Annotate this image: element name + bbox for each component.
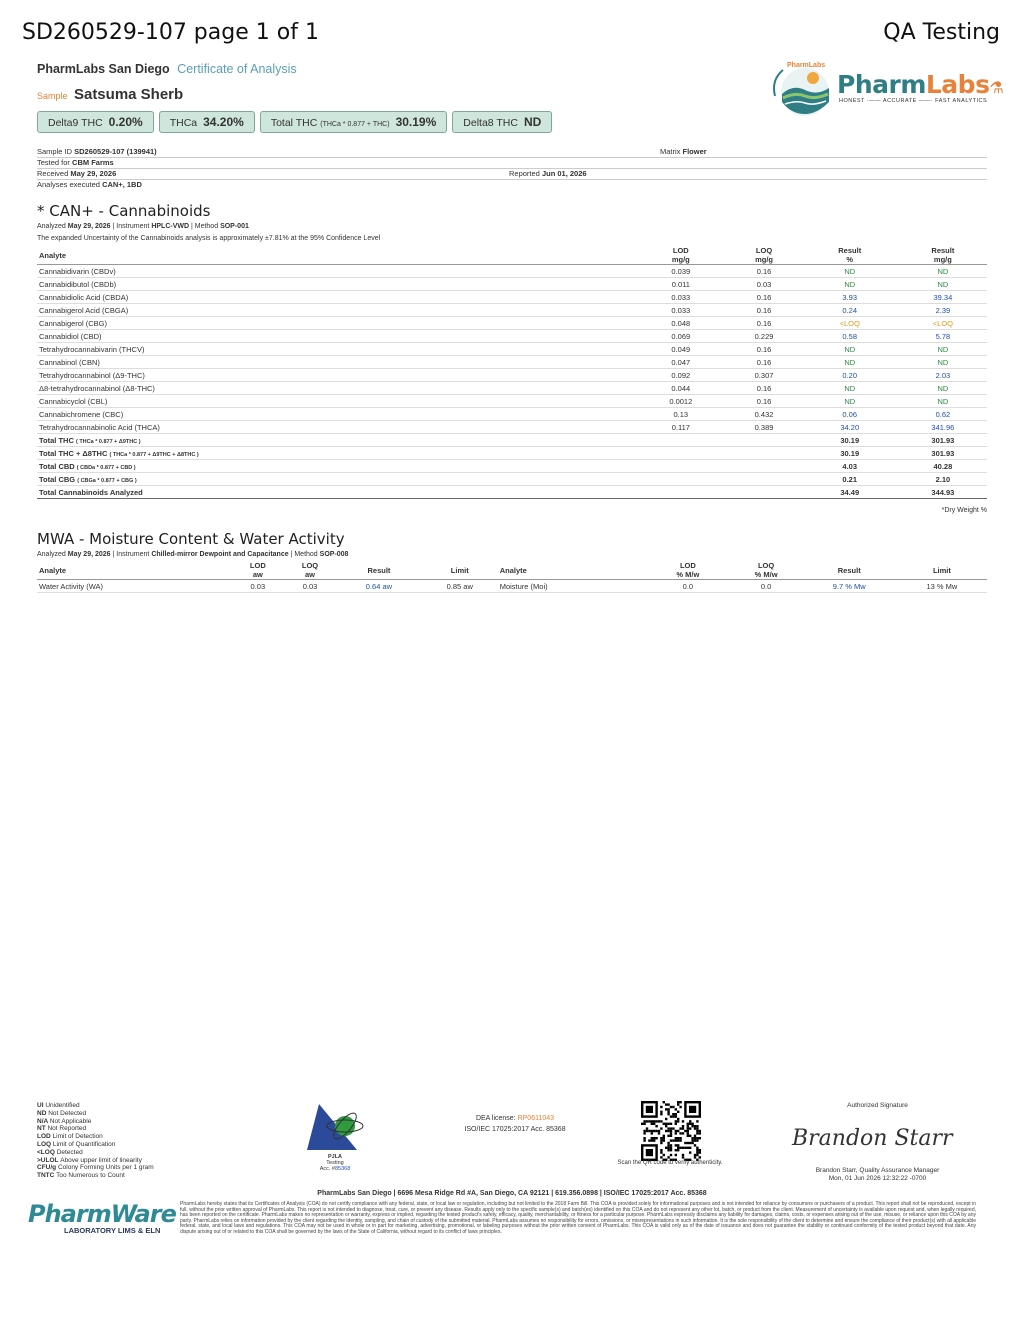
legend-abbr: N/A	[37, 1117, 50, 1125]
total-formula: ( CBDa * 0.877 + CBD )	[76, 464, 136, 471]
legend-abbr: LOQ	[37, 1140, 53, 1148]
coa-label: Certificate of Analysis	[177, 62, 297, 76]
loq-value: 0.229	[727, 330, 800, 343]
analyte-name: Cannabigerol (CBG)	[37, 317, 634, 330]
loq-value: 0.16	[727, 291, 800, 304]
mwa-col-limit: Limit	[422, 561, 498, 580]
footer-address: PharmLabs San Diego | 6696 Mesa Ridge Rd #A, San Diego, CA 92121 | 619.356.0898 | ISO/IEC 17025:2017 Acc. 85368	[317, 1190, 707, 1197]
pharmware-brand: PharmWare	[28, 1200, 176, 1228]
handwritten-signature	[790, 1121, 970, 1153]
mwa-result: 0.64 aw	[336, 580, 422, 593]
mwa-col-lod2-unit: % M/w	[676, 570, 700, 579]
can-analyzed-label: Analyzed	[37, 223, 66, 230]
pjla-sub: Testing	[326, 1160, 344, 1166]
badge-thca-value: 34.20%	[203, 115, 244, 129]
mwa-col-limit2: Limit	[897, 561, 987, 580]
mwa-col-analyte: Analyte	[37, 561, 232, 580]
legend-item	[37, 1102, 154, 1110]
table-row	[37, 369, 987, 382]
can-method-label: Method	[194, 223, 219, 230]
total-row	[37, 447, 987, 460]
logo-arc-text: PharmLabs	[787, 62, 826, 69]
legend-text: Not Applicable	[49, 1117, 92, 1125]
legend-text: Above upper limit of linearity	[60, 1156, 142, 1164]
result-mg: ND	[899, 356, 987, 369]
empty-cell	[634, 473, 727, 486]
loq-value: 0.16	[727, 265, 800, 278]
table-row	[37, 395, 987, 408]
dea-license-block	[420, 1113, 610, 1135]
mwa-col-lod2	[645, 561, 730, 580]
result-percent: ND	[801, 382, 899, 395]
mwa-col-result2: Result	[802, 561, 897, 580]
loq-value: 0.16	[727, 304, 800, 317]
mwa-analyte: Water Activity (WA)	[37, 580, 232, 593]
lod-value: 0.044	[634, 382, 727, 395]
table-row	[37, 265, 987, 278]
empty-cell	[634, 447, 727, 460]
legend-text: Unidentified	[45, 1102, 80, 1109]
mwa-section-title: MWA - Moisture Content & Water Activity	[37, 530, 345, 548]
empty-cell	[727, 447, 800, 460]
mwa-instrument-value: Chilled-mirror Dewpoint and Capacitance	[151, 551, 289, 558]
empty-cell	[727, 473, 800, 486]
received-label: Received	[37, 169, 69, 178]
iso-accreditation: ISO/IEC 17025:2017 Acc. 85368	[464, 1126, 566, 1133]
lod-value: 0.13	[634, 408, 727, 421]
dea-label: DEA license:	[475, 1115, 516, 1122]
legend-text: Too Numerous to Count	[56, 1172, 125, 1180]
lod-value: 0.011	[634, 278, 727, 291]
flask-icon: ⚗	[989, 78, 1004, 97]
mwa-method-label: Method	[294, 551, 318, 558]
uncertainty-note: The expanded Uncertainty of the Cannabinoids analysis is approximately ±7.81% at the 95% Confidence Level	[37, 235, 381, 242]
sample-id-label: Sample ID	[37, 147, 73, 156]
legend-text: Colony Forming Units per 1 gram	[57, 1164, 154, 1172]
legend-item	[37, 1141, 154, 1149]
pjla-acc	[300, 1166, 370, 1172]
cannabinoids-meta: Analyzed May 29, 2026 | Instrument HPLC-VWD | Method SOP-001	[37, 223, 249, 230]
result-percent: 3.93	[801, 291, 899, 304]
mwa-meta: Analyzed May 29, 2026 | Instrument Chilled-mirror Dewpoint and Capacitance | Method SOP-008	[37, 551, 349, 558]
total-percent: 4.03	[801, 460, 899, 473]
document-id: SD260529-107 page 1 of 1	[22, 20, 319, 45]
analyte-name: Tetrahydrocannabinolic Acid (THCA)	[37, 421, 634, 434]
lod-value: 0.047	[634, 356, 727, 369]
reported-value: Jun 01, 2026	[541, 169, 587, 178]
can-analyzed-value: May 29, 2026	[67, 223, 111, 230]
loq-value: 0.16	[727, 343, 800, 356]
total-name: Total THC + Δ8THC ( THCa * 0.877 + Δ9THC + Δ8THC )	[37, 447, 634, 460]
mwa-loq: 0.03	[284, 580, 336, 593]
lod-value: 0.033	[634, 291, 727, 304]
info-row-tested-for	[37, 158, 987, 169]
result-mg: ND	[899, 265, 987, 278]
mwa-limit: 0.85 aw	[422, 580, 498, 593]
col-lod	[634, 246, 727, 265]
mwa-analyte2: Moisture (Moi)	[498, 580, 646, 593]
info-row-analyses	[37, 180, 987, 190]
col-lod-unit: mg/g	[671, 255, 690, 264]
mwa-method-value: SOP-008	[319, 551, 349, 558]
lod-value: 0.049	[634, 343, 727, 356]
table-row	[37, 343, 987, 356]
lab-name-line	[37, 62, 297, 76]
total-row	[37, 434, 987, 447]
analyte-name: Cannabichromene (CBC)	[37, 408, 634, 421]
total-mg: 301.93	[899, 434, 987, 447]
mwa-col-loq2-unit: % M/w	[754, 570, 778, 579]
lod-value: 0.0012	[634, 395, 727, 408]
total-formula: ( CBGa * 0.877 + CBG )	[77, 477, 137, 484]
result-percent: 34.20	[801, 421, 899, 434]
analyses-label: Analyses executed	[37, 180, 100, 189]
result-mg: <LOQ	[899, 317, 987, 330]
legend-abbr: LOD	[37, 1133, 53, 1141]
analyte-name: Δ8-tetrahydrocannabinol (Δ8-THC)	[37, 382, 634, 395]
info-row-received	[37, 169, 987, 180]
table-row	[37, 304, 987, 317]
total-row	[37, 486, 987, 499]
empty-cell	[727, 434, 800, 447]
analyte-name: Cannabidivarin (CBDv)	[37, 265, 634, 278]
signature-date: Mon, 01 Jun 2026 12:32:22 -0700	[828, 1175, 927, 1182]
lod-value: 0.092	[634, 369, 727, 382]
badge-total-label: Total THC	[270, 117, 318, 129]
total-formula: ( THCa * 0.877 + Δ9THC )	[75, 438, 141, 445]
mwa-table	[37, 561, 987, 593]
mwa-col-result: Result	[336, 561, 422, 580]
legend-text: Not Reported	[47, 1125, 87, 1133]
result-mg: ND	[899, 382, 987, 395]
pharmware-sub: LABORATORY LIMS & ELN	[64, 1226, 161, 1235]
sample-id-value: SD260529-107 (139941)	[74, 147, 157, 156]
mwa-result2: 9.7 % Mw	[802, 580, 897, 593]
legend-item	[37, 1157, 154, 1165]
total-mg: 301.93	[899, 447, 987, 460]
can-method-value: SOP-001	[220, 223, 249, 230]
legend-text: Detected	[56, 1148, 83, 1156]
result-percent: 0.06	[801, 408, 899, 421]
mwa-analyzed-value: May 29, 2026	[67, 551, 111, 558]
dry-weight-note: *Dry Weight %	[941, 507, 987, 514]
badge-thca-label: THCa	[169, 117, 198, 129]
total-row	[37, 460, 987, 473]
result-percent: ND	[801, 278, 899, 291]
result-percent: ND	[801, 356, 899, 369]
signature-script: Brandon Starr	[792, 1126, 953, 1151]
pharmlabs-logo	[773, 58, 1004, 120]
analyte-name: Cannabidiol (CBD)	[37, 330, 634, 343]
result-mg: ND	[899, 395, 987, 408]
table-row	[37, 421, 987, 434]
mwa-col-loq	[284, 561, 336, 580]
result-percent: <LOQ	[801, 317, 899, 330]
total-name: Total Cannabinoids Analyzed	[37, 486, 634, 499]
loq-value: 0.16	[727, 382, 800, 395]
legend-text: Limit of Quantification	[52, 1140, 116, 1148]
mwa-col-lod-label: LOD	[249, 561, 266, 570]
mwa-col-loq-unit: aw	[305, 570, 316, 579]
legend-item	[37, 1133, 154, 1141]
sample-info	[37, 147, 987, 192]
mwa-lod2: 0.0	[645, 580, 730, 593]
mwa-col-lod	[232, 561, 284, 580]
legend-item	[37, 1118, 154, 1126]
empty-cell	[727, 460, 800, 473]
logo-brand-a: Pharm	[837, 70, 926, 99]
pjla-triangle-icon	[305, 1100, 365, 1152]
col-result-pct	[801, 246, 899, 265]
result-percent: ND	[801, 395, 899, 408]
col-lod-label: LOD	[672, 246, 689, 255]
reported-field	[509, 169, 587, 178]
logo-tagline: HONEST ·—— ACCURATE ——· FAST ANALYTICS	[839, 98, 988, 104]
result-mg: ND	[899, 343, 987, 356]
matrix-field	[660, 147, 707, 156]
badge-delta8-value: ND	[523, 115, 542, 129]
qr-caption: Scan the QR code to verify authenticity.	[617, 1160, 723, 1166]
legend-abbr: CFU/g	[37, 1164, 58, 1172]
total-percent: 30.19	[801, 447, 899, 460]
signatory-name: Brandon Starr, Quality Assurance Manager	[815, 1167, 940, 1174]
result-percent: 0.20	[801, 369, 899, 382]
sample-name: Satsuma Sherb	[73, 86, 184, 103]
total-name: Total THC ( THCa * 0.877 + Δ9THC )	[37, 434, 634, 447]
legend-abbr: UI	[37, 1102, 46, 1109]
lod-value: 0.033	[634, 304, 727, 317]
empty-cell	[634, 434, 727, 447]
logo-brand-b: Labs	[925, 70, 990, 99]
analyte-name: Tetrahydrocannabivarin (THCV)	[37, 343, 634, 356]
pjla-accreditation	[300, 1100, 370, 1172]
total-formula: ( THCa * 0.877 + Δ9THC + Δ8THC )	[109, 451, 199, 458]
table-row	[37, 317, 987, 330]
abbreviation-legend	[37, 1102, 154, 1180]
col-result-mg	[899, 246, 987, 265]
signatory	[770, 1167, 985, 1183]
total-mg: 344.93	[899, 486, 987, 499]
lod-value: 0.117	[634, 421, 727, 434]
received-value: May 29, 2026	[70, 169, 117, 178]
pjla-name: PJLA	[327, 1154, 343, 1160]
total-name: Total CBD ( CBDa * 0.877 + CBD )	[37, 460, 634, 473]
tested-for-label: Tested for	[37, 158, 70, 167]
legend-item	[37, 1172, 154, 1180]
analyte-name: Cannabigerol Acid (CBGA)	[37, 304, 634, 317]
result-mg: 341.96	[899, 421, 987, 434]
dea-license: RP0611043	[517, 1115, 555, 1122]
table-row	[37, 278, 987, 291]
loq-value: 0.307	[727, 369, 800, 382]
badge-total-formula: (THCa * 0.877 + THC)	[320, 121, 390, 128]
lod-value: 0.048	[634, 317, 727, 330]
cannabinoids-table-header	[37, 246, 987, 265]
result-mg: 5.78	[899, 330, 987, 343]
sample-line	[37, 86, 183, 104]
total-percent: 34.49	[801, 486, 899, 499]
total-row	[37, 473, 987, 486]
col-result2-label: Result	[931, 246, 955, 255]
lod-value: 0.069	[634, 330, 727, 343]
mwa-table-header	[37, 561, 987, 580]
empty-cell	[634, 460, 727, 473]
logo-wordmark	[837, 70, 1003, 99]
result-percent: 0.58	[801, 330, 899, 343]
pharmware-logo	[28, 1200, 176, 1240]
mwa-col-loq2	[731, 561, 802, 580]
total-mg: 2.10	[899, 473, 987, 486]
table-row	[37, 356, 987, 369]
signature-title: Authorized Signature	[847, 1102, 908, 1109]
result-mg: ND	[899, 278, 987, 291]
legend-item	[37, 1125, 154, 1133]
col-loq-unit: mg/g	[755, 255, 773, 264]
mwa-col-lod-unit: aw	[252, 570, 263, 579]
mwa-col-loq2-label: LOQ	[757, 561, 775, 570]
legend-abbr: >ULOL	[37, 1156, 61, 1164]
reported-label: Reported	[509, 169, 540, 178]
loq-value: 0.432	[727, 408, 800, 421]
loq-value: 0.16	[727, 317, 800, 330]
verification-qr-code[interactable]	[641, 1101, 701, 1161]
mwa-limit2: 13 % Mw	[897, 580, 987, 593]
badge-thca	[159, 111, 255, 133]
pjla-acc-label: Acc. #	[319, 1166, 335, 1172]
badge-delta9-label: Delta9 THC	[48, 117, 103, 129]
loq-value: 0.03	[727, 278, 800, 291]
legend-abbr: ND	[37, 1109, 49, 1117]
mwa-col-loq-label: LOQ	[301, 561, 319, 570]
legend-abbr: <LOQ	[37, 1148, 57, 1156]
pjla-acc-value: 85368	[335, 1166, 351, 1172]
result-mg: 2.39	[899, 304, 987, 317]
analyses-value: CAN+, 1BD	[102, 180, 142, 189]
info-row-sample-id	[37, 147, 987, 158]
empty-cell	[634, 486, 727, 499]
legend-item	[37, 1164, 154, 1172]
analyte-name: Cannabicyclol (CBL)	[37, 395, 634, 408]
mwa-row	[37, 580, 987, 593]
badge-delta9	[37, 111, 154, 133]
badge-delta8-label: Delta8 THC	[463, 117, 518, 129]
col-loq-label: LOQ	[755, 246, 773, 255]
col-analyte: Analyte	[37, 246, 634, 265]
analyte-name: Cannabidibutol (CBDb)	[37, 278, 634, 291]
mwa-analyzed-label: Analyzed	[37, 551, 66, 558]
legend-text: Not Detected	[48, 1109, 87, 1117]
loq-value: 0.389	[727, 421, 800, 434]
mwa-col-lod2-label: LOD	[679, 561, 696, 570]
result-percent: ND	[801, 265, 899, 278]
sample-tag: Sample	[37, 91, 68, 101]
total-percent: 30.19	[801, 434, 899, 447]
table-row	[37, 382, 987, 395]
empty-cell	[727, 486, 800, 499]
qa-testing-label: QA Testing	[883, 20, 1000, 45]
legal-disclaimer: PharmLabs hereby states that its Certificates of Analysis (COA) do not certify compliance with any federal, state, or local law or regulation, including but not limited to the 2018 Farm Bill. This COA is provided solely for informational purposes and is not intended for reliance by consumers or purchasers of a product. This report shall not be reproduced, except in full, without the prior written approval of PharmLabs. This report is not intended to diagnose, treat, cure, or prevent any disease. Results apply only to the specific sample(s) and batch(es) identified on this COA and do not represent any other lot, batch, or product from the client. Measurement of uncertainty is available upon request and, when legally required, has been reported on the certificate. PharmLabs makes no representation or warranty, express or implied, regarding the tested product's safety, efficacy, quality, merchantability, or fitness for a particular purpose. PharmLabs expressly disclaims any liability for damages, claims, costs, or expenses arising out of the use, misuse, or reliance upon this COA by any party. PharmLabs relies on information provided by the client regarding the identity, sampling, and chain of custody of the submitted material. PharmLabs assumes no responsibility for errors, omissions, or misrepresentations in such information. It is the sole responsibility of the client to determine and ensure the compliance of their product(s) with all applicable federal, state, and local laws and regulations. This COA may not be used in whole or in part for marketing, advertising, promotional, or labeling purposes without the prior written consent of PharmLabs. This COA is valid only as of the date of issuance and does not guarantee the stability or continued conformity of the tested product beyond that date. Any dispute arising out of or related to this COA shall be governed by the laws of the State of California, without regard to its conflict of laws principles.	[180, 1201, 976, 1235]
table-row	[37, 330, 987, 343]
matrix-value: Flower	[682, 147, 707, 156]
mwa-col-analyte2: Analyte	[498, 561, 646, 580]
col-result2-unit: mg/g	[933, 255, 952, 264]
tested-for-value: CBM Farms	[72, 158, 114, 167]
badge-delta8	[452, 111, 552, 133]
loq-value: 0.16	[727, 356, 800, 369]
total-mg: 40.28	[899, 460, 987, 473]
cannabinoids-table	[37, 246, 987, 499]
col-result-label: Result	[838, 246, 862, 255]
badge-total-thc	[260, 111, 447, 133]
result-mg: 2.03	[899, 369, 987, 382]
result-percent: 0.24	[801, 304, 899, 317]
mwa-lod: 0.03	[232, 580, 284, 593]
badge-delta9-value: 0.20%	[108, 115, 143, 129]
table-row	[37, 408, 987, 421]
result-mg: 39.34	[899, 291, 987, 304]
can-instrument-label: Instrument	[116, 223, 150, 230]
table-row	[37, 291, 987, 304]
result-percent: ND	[801, 343, 899, 356]
legend-item	[37, 1110, 154, 1118]
col-loq	[727, 246, 800, 265]
cannabinoids-section-title: * CAN+ - Cannabinoids	[37, 202, 211, 220]
analyte-name: Cannabinol (CBN)	[37, 356, 634, 369]
loq-value: 0.16	[727, 395, 800, 408]
total-name: Total CBG ( CBGa * 0.877 + CBG )	[37, 473, 634, 486]
legend-item	[37, 1149, 154, 1157]
result-mg: 0.62	[899, 408, 987, 421]
can-instrument-value: HPLC-VWD	[151, 223, 190, 230]
lab-name: PharmLabs San Diego	[37, 62, 170, 76]
legend-text: Limit of Detection	[52, 1133, 103, 1141]
mwa-instrument-label: Instrument	[116, 551, 150, 558]
badge-total-value: 30.19%	[395, 115, 437, 129]
lod-value: 0.039	[634, 265, 727, 278]
legend-abbr: TNTC	[37, 1172, 57, 1180]
summary-badges	[37, 111, 552, 133]
total-percent: 0.21	[801, 473, 899, 486]
analyte-name: Cannabidiolic Acid (CBDA)	[37, 291, 634, 304]
legend-abbr: NT	[37, 1125, 48, 1133]
analyte-name: Tetrahydrocannabinol (Δ9-THC)	[37, 369, 634, 382]
col-result-unit: %	[846, 255, 854, 264]
mwa-loq2: 0.0	[731, 580, 802, 593]
pharmlabs-emblem-icon	[773, 58, 837, 120]
matrix-label: Matrix	[660, 147, 681, 156]
